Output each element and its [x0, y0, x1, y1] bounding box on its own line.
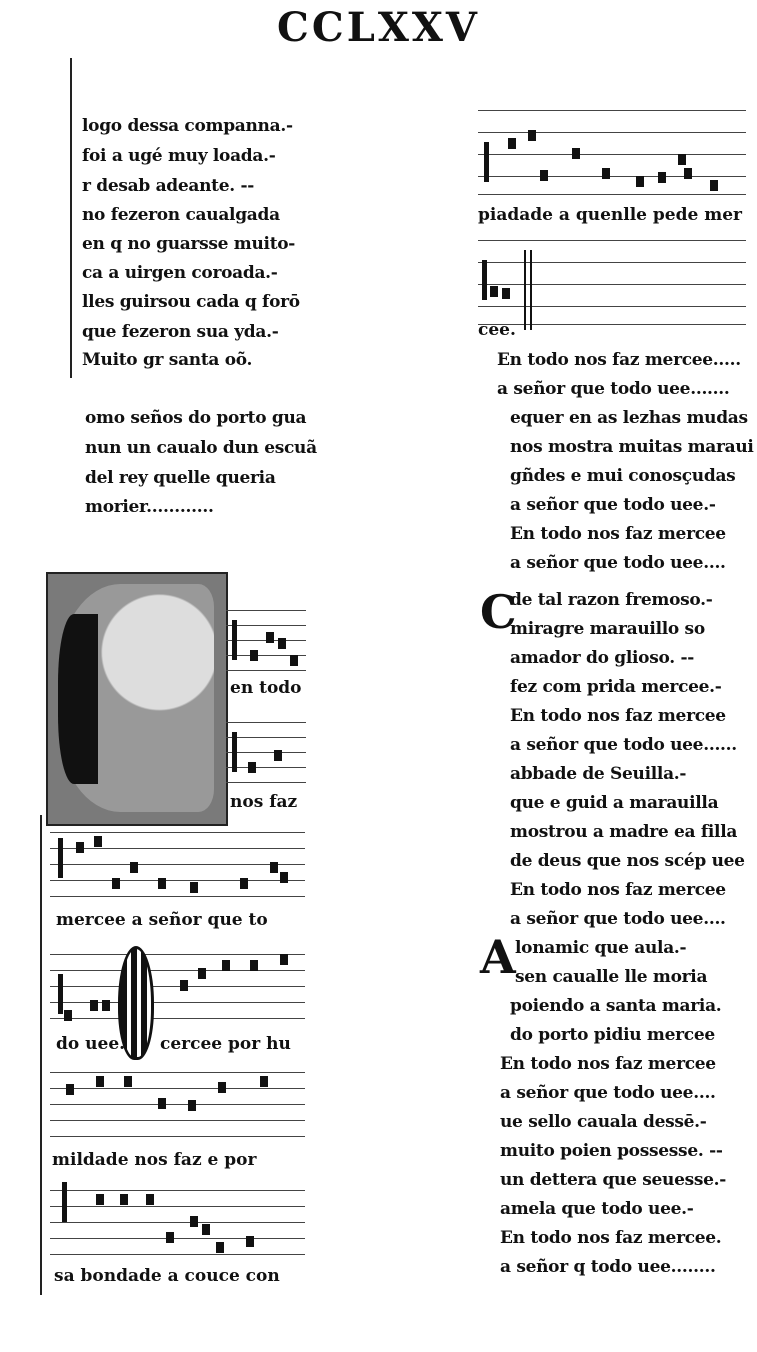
text-line: a señor que todo uee....: [510, 909, 726, 929]
text-line: de deus que nos scép uee: [510, 851, 745, 871]
text-line: omo seños do porto gua: [85, 408, 307, 428]
text-line: r desab adeante. --: [82, 176, 254, 196]
music-staff: [50, 1062, 305, 1146]
text-line: morier............: [85, 497, 214, 517]
text-line: gñdes e mui conosçudas: [510, 466, 736, 486]
music-staff: [50, 822, 305, 906]
text-line: que fezeron sua yda.-: [82, 322, 279, 342]
text-line: a señor q todo uee........: [500, 1257, 716, 1277]
music-lyric: mildade nos faz e por: [52, 1150, 257, 1170]
stanza-initial: C: [480, 585, 517, 639]
text-line: En todo nos faz mercee: [510, 706, 726, 726]
text-line: miragre marauillo so: [510, 619, 705, 639]
music-lyric: sa bondade a couce con: [54, 1266, 280, 1286]
text-line: a señor que todo uee....: [500, 1083, 716, 1103]
text-line: a señor que todo uee.......: [497, 379, 730, 399]
text-line: En todo nos faz mercee: [510, 524, 726, 544]
text-line: del rey quelle queria: [85, 468, 276, 488]
music-lyric: piadade a quenlle pede mer: [478, 205, 742, 225]
music-staff: [226, 600, 306, 680]
music-staff: [478, 240, 746, 324]
text-line: a señor que todo uee....: [510, 553, 726, 573]
music-staff: [478, 110, 746, 194]
text-line: nos mostra muitas maraui: [510, 437, 754, 457]
text-line: nun un caualo dun escuã: [85, 438, 317, 458]
text-line: muito poien possesse. --: [500, 1141, 723, 1161]
text-line: En todo nos faz mercee: [500, 1054, 716, 1074]
text-line: do porto pidiu mercee: [510, 1025, 715, 1045]
text-line: ue sello cauala dessē.-: [500, 1112, 707, 1132]
text-line: amela que todo uee.-: [500, 1199, 694, 1219]
music-staff: [50, 944, 305, 1030]
music-staff: [226, 712, 306, 792]
text-line: lles guirsou cada q forō: [82, 292, 300, 312]
text-line: a señor que todo uee......: [510, 735, 737, 755]
initial-shadow: [58, 614, 98, 784]
text-line: sen caualle lle moria: [515, 967, 708, 987]
music-lyric: cercee por hu: [160, 1034, 291, 1054]
music-lyric: cee.: [478, 320, 516, 340]
stanza-initial: A: [480, 930, 516, 984]
music-lyric: do uee.: [56, 1034, 126, 1054]
music-lyric: en todo: [230, 678, 302, 698]
text-line: En todo nos faz mercee.....: [497, 350, 741, 370]
text-line: En todo nos faz mercee.: [500, 1228, 722, 1248]
text-line: logo dessa companna.-: [82, 116, 293, 136]
text-line: Muito gr santa oõ.: [82, 350, 253, 370]
text-line: a señor que todo uee.-: [510, 495, 716, 515]
text-line: que e guid a marauilla: [510, 793, 719, 813]
left-margin-vine-lower: [40, 815, 42, 1295]
text-line: lonamic que aula.-: [515, 938, 687, 958]
text-line: poiendo a santa maria.: [510, 996, 722, 1016]
text-line: en q no guarsse muito-: [82, 234, 296, 254]
text-line: amador do glioso. --: [510, 648, 694, 668]
text-line: En todo nos faz mercee: [510, 880, 726, 900]
text-line: foi a ugé muy loada.-: [82, 146, 276, 166]
text-line: fez com prida mercee.-: [510, 677, 722, 697]
text-line: no fezeron caualgada: [82, 205, 280, 225]
text-line: de tal razon fremoso.-: [510, 590, 713, 610]
text-line: abbade de Seuilla.-: [510, 764, 687, 784]
text-line: ca a uirgen coroada.-: [82, 263, 278, 283]
text-line: equer en as lezhas mudas: [510, 408, 748, 428]
music-lyric: nos faz: [230, 792, 298, 812]
left-margin-vine: [70, 58, 72, 378]
music-staff: [50, 1180, 305, 1264]
music-lyric: mercee a señor que to: [56, 910, 268, 930]
folio-heading: CCLXXV: [277, 4, 480, 51]
text-line: mostrou a madre ea filla: [510, 822, 738, 842]
text-line: un dettera que seuesse.-: [500, 1170, 727, 1190]
illuminated-initial: [46, 572, 228, 826]
